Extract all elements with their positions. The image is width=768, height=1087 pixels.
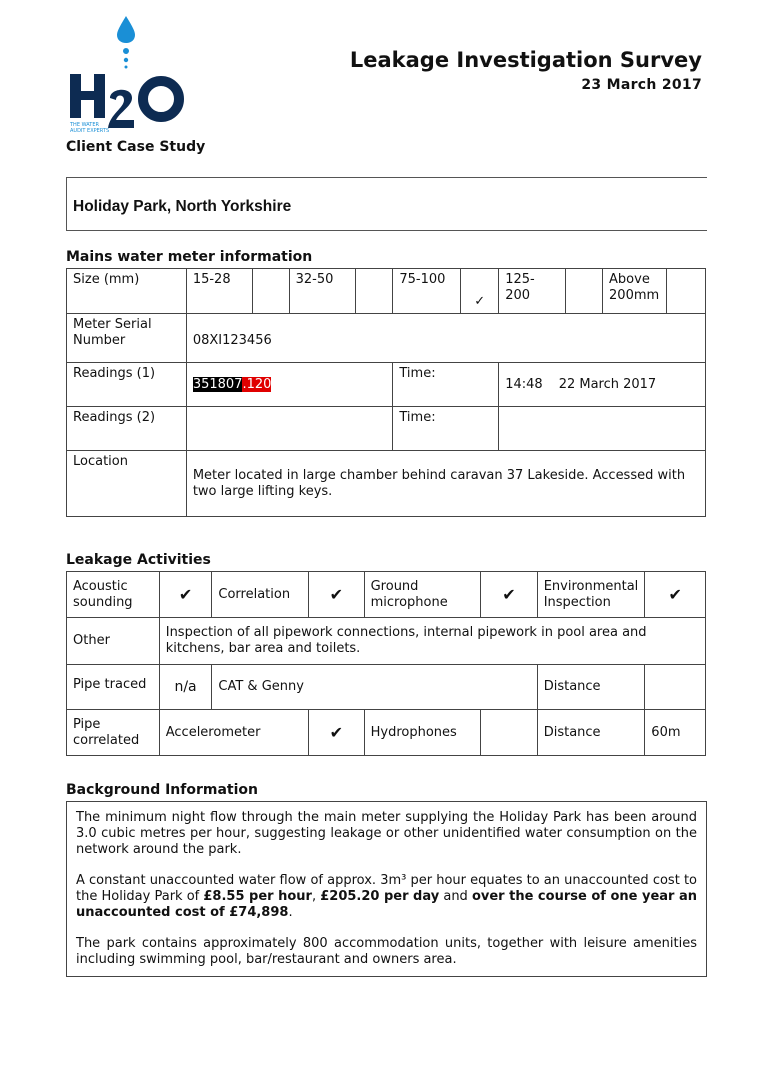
hydrophones-label: Hydrophones	[364, 710, 481, 756]
distance-value[interactable]	[645, 665, 706, 710]
size-above-200-check[interactable]	[667, 269, 706, 314]
size-15-28-check[interactable]	[252, 269, 289, 314]
location-label: Location	[67, 451, 187, 517]
meter-table	[66, 268, 706, 517]
env-check[interactable]: ✔	[645, 572, 706, 618]
size-label: Size (mm)	[67, 269, 187, 314]
background-heading: Background Information	[66, 782, 259, 798]
location-value: Meter located in large chamber behind caravan 37 Lakeside. Accessed with two large lifting keys.	[186, 451, 705, 517]
readings2-time[interactable]	[499, 407, 706, 451]
background-paragraph-3: The park contains approximately 800 accommodation units, together with leisure amenities including swimming pool, bar/restaurant and owners area.	[76, 936, 697, 967]
size-32-50-check[interactable]	[356, 269, 393, 314]
size-32-50: 32-50	[289, 269, 356, 314]
time1-label: Time:	[393, 363, 499, 407]
pipe-traced-value: n/a	[159, 665, 212, 710]
site-name: Holiday Park, North Yorkshire	[73, 198, 292, 215]
other-label: Other	[67, 618, 160, 665]
meter-heading: Mains water meter information	[66, 249, 313, 265]
distance2-label: Distance	[537, 710, 645, 756]
pipe-correlated-label: Pipe correlated	[67, 710, 160, 756]
background-paragraph-2: A constant unaccounted water flow of approx. 3m³ per hour equates to an unaccounted cost to the Holiday Park of £8.55 per hour, £205.20 per day and over the course of one year an unaccounted cost of £74,898.	[76, 873, 698, 920]
size-above-200: Above 200mm	[603, 269, 667, 314]
size-75-100-check[interactable]: ✓	[461, 269, 499, 314]
background-paragraph-1: The minimum night flow through the main meter supplying the Holiday Park has been around 3.0 cubic metres per hour, suggesting leakage or other unidentified water consumption on the network around the park.	[76, 810, 697, 857]
readings2-label: Readings (2)	[67, 407, 187, 451]
readings2-value[interactable]	[186, 407, 393, 451]
ground-mic-check[interactable]: ✔	[481, 572, 537, 618]
size-15-28: 15-28	[186, 269, 252, 314]
distance-label: Distance	[537, 665, 645, 710]
hydrophones-check[interactable]	[481, 710, 537, 756]
svg-text:AUDIT EXPERTS: AUDIT EXPERTS	[70, 128, 110, 134]
size-125-200: 125-200	[499, 269, 566, 314]
h2o-logo	[64, 14, 188, 138]
time2-label: Time:	[393, 407, 499, 451]
size-125-200-check[interactable]	[566, 269, 603, 314]
accelerometer-label: Accelerometer	[159, 710, 308, 756]
readings1-label: Readings (1)	[67, 363, 187, 407]
accelerometer-check[interactable]: ✔	[309, 710, 364, 756]
serial-label: Meter Serial Number	[67, 314, 187, 363]
case-study-label: Client Case Study	[66, 139, 206, 155]
survey-date: 23 March 2017	[581, 77, 702, 93]
correlation-check[interactable]: ✔	[309, 572, 364, 618]
readings1-time: 14:48 22 March 2017	[499, 363, 706, 407]
ground-mic-label: Ground microphone	[364, 572, 481, 618]
page-title: Leakage Investigation Survey	[349, 48, 702, 72]
activities-table	[66, 571, 706, 756]
correlation-label: Correlation	[212, 572, 309, 618]
size-75-100: 75-100	[393, 269, 461, 314]
acoustic-check[interactable]: ✔	[159, 572, 212, 618]
readings1-value: 351807.120	[186, 363, 393, 407]
other-value: Inspection of all pipework connections, internal pipework in pool area and kitchens, bar area and toilets.	[159, 618, 705, 665]
pipe-traced-label: Pipe traced	[67, 665, 160, 710]
activities-heading: Leakage Activities	[66, 552, 211, 568]
cat-genny-label: CAT & Genny	[212, 665, 537, 710]
serial-value: 08XI123456	[186, 314, 705, 363]
env-label: Environmental Inspection	[537, 572, 645, 618]
background-box	[66, 801, 707, 977]
distance2-value: 60m	[645, 710, 706, 756]
logo-tagline: THE WATER	[70, 122, 99, 128]
water-drop-icon	[117, 16, 135, 43]
acoustic-label: Acoustic sounding	[67, 572, 160, 618]
